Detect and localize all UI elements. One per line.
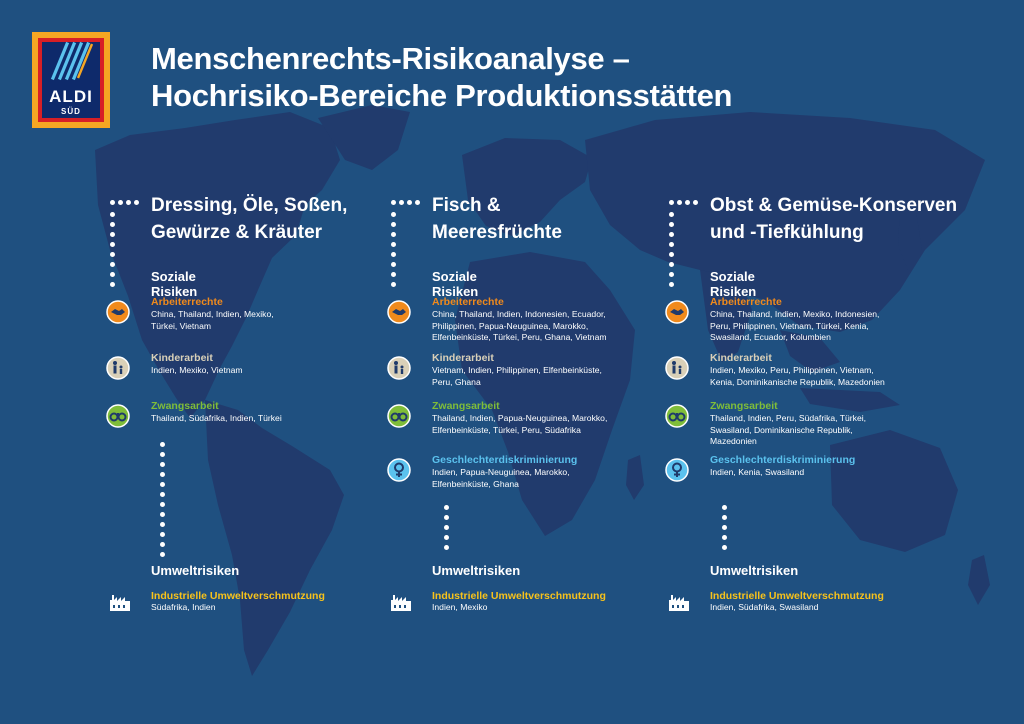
- risk-name: Kinderarbeit: [710, 352, 772, 364]
- handshake-icon: [665, 300, 689, 324]
- female-symbol-icon: [665, 458, 689, 482]
- factory-icon: [390, 594, 412, 617]
- handcuffs-icon-graphic: [387, 404, 411, 428]
- decorative-dot: [126, 200, 131, 205]
- decorative-dot: [391, 252, 396, 257]
- page-title-line-1: Menschenrechts-Risikoanalyse –: [151, 41, 630, 76]
- decorative-dot: [669, 282, 674, 287]
- handshake-icon: [106, 300, 130, 324]
- decorative-dot: [118, 200, 123, 205]
- environment-risks-heading: Umweltrisiken: [710, 563, 799, 578]
- decorative-dot: [722, 545, 727, 550]
- handshake-icon: [387, 300, 411, 324]
- decorative-dot: [669, 222, 674, 227]
- decorative-dot: [444, 525, 449, 530]
- decorative-dot: [160, 522, 165, 527]
- decorative-dot: [669, 212, 674, 217]
- child-icon: [106, 356, 130, 380]
- page-title: [151, 40, 732, 114]
- risk-name: Zwangsarbeit: [151, 400, 219, 412]
- logo-text: ALDI: [49, 87, 93, 106]
- handshake-icon-graphic: [387, 300, 411, 324]
- column-title: [432, 192, 562, 246]
- child-icon: [387, 356, 411, 380]
- decorative-dot: [110, 282, 115, 287]
- decorative-dot: [160, 512, 165, 517]
- decorative-dot: [391, 212, 396, 217]
- risk-name: Industrielle Umweltverschmutzung: [432, 590, 606, 602]
- female-symbol-icon-graphic: [665, 458, 689, 482]
- child-icon: [665, 356, 689, 380]
- risk-countries: Indien, Mexiko, Vietnam: [151, 365, 243, 375]
- decorative-dot: [391, 262, 396, 267]
- decorative-dot: [160, 542, 165, 547]
- handshake-icon-graphic: [106, 300, 130, 324]
- risk-countries: Vietnam, Indien, Philippinen, Elfenbeinküste, Peru, Ghana: [432, 365, 602, 387]
- decorative-dot: [391, 222, 396, 227]
- factory-icon: [668, 594, 690, 617]
- decorative-dot: [160, 502, 165, 507]
- risk-countries: Thailand, Indien, Peru, Südafrika, Türkei, Swasiland, Dominikanische Republik, Mazedonien: [710, 413, 867, 446]
- decorative-dot: [160, 492, 165, 497]
- factory-graphic: [109, 594, 131, 612]
- decorative-dot: [110, 262, 115, 267]
- risk-name: Zwangsarbeit: [432, 400, 500, 412]
- handcuffs-icon: [106, 404, 130, 428]
- decorative-dot: [391, 200, 396, 205]
- decorative-dot: [160, 442, 165, 447]
- risk-countries: China, Thailand, Indien, Indonesien, Ecuador, Philippinen, Papua-Neuguinea, Marokko, Elfenbeinküste, Türkei, Peru, Ghana, Vietnam: [432, 309, 607, 342]
- decorative-dot: [722, 505, 727, 510]
- risk-countries: Indien, Mexiko, Peru, Philippinen, Vietnam, Kenia, Dominikanische Republik, Mazedonien: [710, 365, 885, 387]
- child-icon-graphic: [665, 356, 689, 380]
- handshake-icon-graphic: [665, 300, 689, 324]
- factory-graphic: [390, 594, 412, 612]
- child-icon-graphic: [387, 356, 411, 380]
- decorative-dot: [669, 242, 674, 247]
- decorative-dot: [110, 272, 115, 277]
- decorative-dot: [677, 200, 682, 205]
- environment-risks-heading: Umweltrisiken: [151, 563, 240, 578]
- decorative-dot: [415, 200, 420, 205]
- risk-countries: Thailand, Indien, Papua-Neuguinea, Marokko, Elfenbeinküste, Türkei, Peru, Südafrika: [432, 413, 608, 435]
- column-title-line-1: Dressing, Öle, Soßen,: [151, 195, 348, 216]
- column-title: [710, 192, 957, 246]
- decorative-dot: [110, 242, 115, 247]
- aldi-logo: [32, 32, 110, 128]
- decorative-dot: [693, 200, 698, 205]
- risk-name: Arbeiterrechte: [710, 296, 782, 308]
- decorative-dot: [160, 532, 165, 537]
- risk-name: Zwangsarbeit: [710, 400, 778, 412]
- handcuffs-icon-graphic: [665, 404, 689, 428]
- decorative-dot: [110, 200, 115, 205]
- decorative-dot: [110, 222, 115, 227]
- decorative-dot: [722, 515, 727, 520]
- decorative-dot: [160, 452, 165, 457]
- risk-name: Arbeiterrechte: [432, 296, 504, 308]
- decorative-dot: [722, 535, 727, 540]
- decorative-dot: [134, 200, 139, 205]
- factory-graphic: [668, 594, 690, 612]
- decorative-dot: [110, 252, 115, 257]
- risk-countries: Indien, Südafrika, Swasiland: [710, 602, 819, 612]
- decorative-dot: [160, 482, 165, 487]
- decorative-dot: [444, 545, 449, 550]
- risk-countries: China, Thailand, Indien, Mexiko, Türkei, Vietnam: [151, 309, 274, 331]
- decorative-dot: [722, 525, 727, 530]
- factory-icon: [109, 594, 131, 617]
- decorative-dot: [391, 272, 396, 277]
- female-symbol-icon: [387, 458, 411, 482]
- risk-countries: China, Thailand, Indien, Mexiko, Indonesien, Peru, Philippinen, Vietnam, Türkei, Kenia, Swasiland, Ecuador, Kolumbien: [710, 309, 880, 342]
- risk-name: Industrielle Umweltverschmutzung: [151, 590, 325, 602]
- risk-countries: Indien, Papua-Neuguinea, Marokko, Elfenbeinküste, Ghana: [432, 467, 570, 489]
- decorative-dot: [444, 515, 449, 520]
- column-title-line-2: Gewürze & Kräuter: [151, 222, 323, 243]
- decorative-dot: [669, 232, 674, 237]
- logo-stripes-icon: [42, 38, 100, 84]
- risk-countries: Indien, Kenia, Swasiland: [710, 467, 805, 477]
- decorative-dot: [444, 535, 449, 540]
- female-symbol-icon-graphic: [387, 458, 411, 482]
- decorative-dot: [391, 282, 396, 287]
- social-risks-heading: Soziale Risiken: [710, 269, 757, 299]
- social-risks-heading: Soziale Risiken: [151, 269, 198, 299]
- logo-subtext: SÜD: [61, 107, 81, 116]
- decorative-dot: [669, 272, 674, 277]
- risk-name: Kinderarbeit: [432, 352, 494, 364]
- decorative-dot: [110, 212, 115, 217]
- decorative-dot: [669, 200, 674, 205]
- column-title: [151, 192, 347, 246]
- risk-countries: Thailand, Südafrika, Indien, Türkei: [151, 413, 282, 423]
- risk-countries: Indien, Mexiko: [432, 602, 488, 612]
- decorative-dot: [391, 242, 396, 247]
- risk-name: Industrielle Umweltverschmutzung: [710, 590, 884, 602]
- decorative-dot: [685, 200, 690, 205]
- risk-name: Arbeiterrechte: [151, 296, 223, 308]
- risk-name: Geschlechterdiskriminierung: [432, 454, 578, 466]
- decorative-dot: [669, 252, 674, 257]
- risk-name: Kinderarbeit: [151, 352, 213, 364]
- decorative-dot: [669, 262, 674, 267]
- decorative-dot: [444, 505, 449, 510]
- decorative-dot: [407, 200, 412, 205]
- column-title-line-2: und -Tiefkühlung: [710, 222, 864, 243]
- handcuffs-icon-graphic: [106, 404, 130, 428]
- child-icon-graphic: [106, 356, 130, 380]
- decorative-dot: [110, 232, 115, 237]
- column-title-line-2: Meeresfrüchte: [432, 222, 562, 243]
- environment-risks-heading: Umweltrisiken: [432, 563, 521, 578]
- decorative-dot: [160, 472, 165, 477]
- risk-countries: Südafrika, Indien: [151, 602, 216, 612]
- social-risks-heading: Soziale Risiken: [432, 269, 479, 299]
- page-title-line-2: Hochrisiko-Bereiche Produktionsstätten: [151, 78, 733, 113]
- risk-name: Geschlechterdiskriminierung: [710, 454, 856, 466]
- handcuffs-icon: [665, 404, 689, 428]
- decorative-dot: [160, 462, 165, 467]
- decorative-dot: [391, 232, 396, 237]
- decorative-dot: [399, 200, 404, 205]
- decorative-dot: [160, 552, 165, 557]
- column-title-line-1: Obst & Gemüse-Konserven: [710, 195, 958, 216]
- handcuffs-icon: [387, 404, 411, 428]
- column-title-line-1: Fisch &: [432, 195, 501, 216]
